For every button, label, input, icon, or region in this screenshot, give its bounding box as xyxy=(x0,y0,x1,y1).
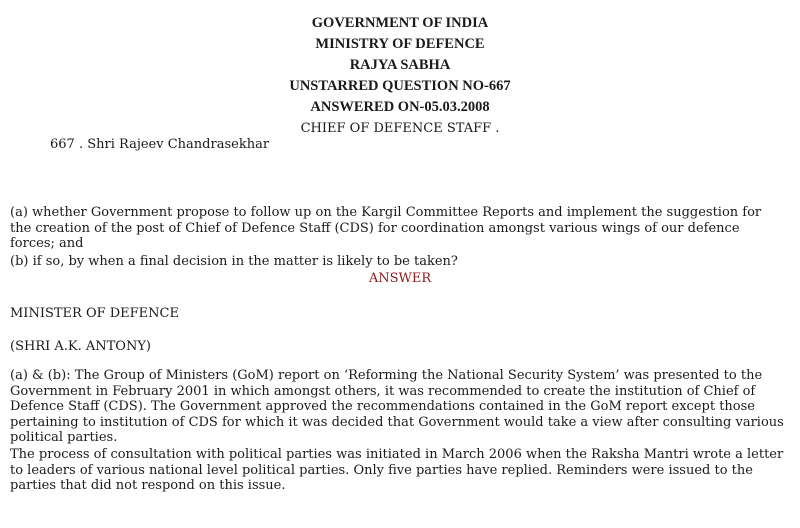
header-answered-date: ANSWERED ON-05.03.2008 xyxy=(310,99,490,115)
document-header xyxy=(0,13,800,139)
header-government: GOVERNMENT OF INDIA xyxy=(311,15,489,31)
header-subject: CHIEF OF DEFENCE STAFF . xyxy=(300,121,500,136)
header-house: RAJYA SABHA xyxy=(349,57,451,73)
answer-label: ANSWER xyxy=(368,271,432,286)
question-a: (a) whether Government propose to follow up on the Kargil Committee Reports and implement the suggestion for the creation of the post of Chief of Defence Staff (CDS) for coordination amongst various wings of our defence forces; and xyxy=(10,205,762,251)
answer-paragraph-ab: (a) & (b): The Group of Ministers (GoM) report on ‘Reforming the National Security System’ was presented to the Government in February 2001 in which amongst others, it was recommended to create the institution of Chief of Defence Staff (CDS). The Government approved the recommendations contained in the GoM report except those pertaining to institution of CDS for which it was decided that Government would take a view after consulting various political parties. xyxy=(10,368,784,445)
question-asker: 667 . Shri Rajeev Chandrasekhar xyxy=(50,137,270,152)
question-b: (b) if so, by when a final decision in the matter is likely to be taken? xyxy=(10,254,458,269)
header-ministry: MINISTRY OF DEFENCE xyxy=(315,36,485,52)
answer-paragraph-process: The process of consultation with political parties was initiated in March 2006 when the Raksha Mantri wrote a letter to leaders of various national level political parties. Only five parties have replied. Reminders were issued to the parties that did not respond on this issue. xyxy=(10,447,784,493)
header-question-number: UNSTARRED QUESTION NO-667 xyxy=(289,78,511,94)
minister-name: (SHRI A.K. ANTONY) xyxy=(10,339,151,354)
minister-title: MINISTER OF DEFENCE xyxy=(10,306,179,321)
